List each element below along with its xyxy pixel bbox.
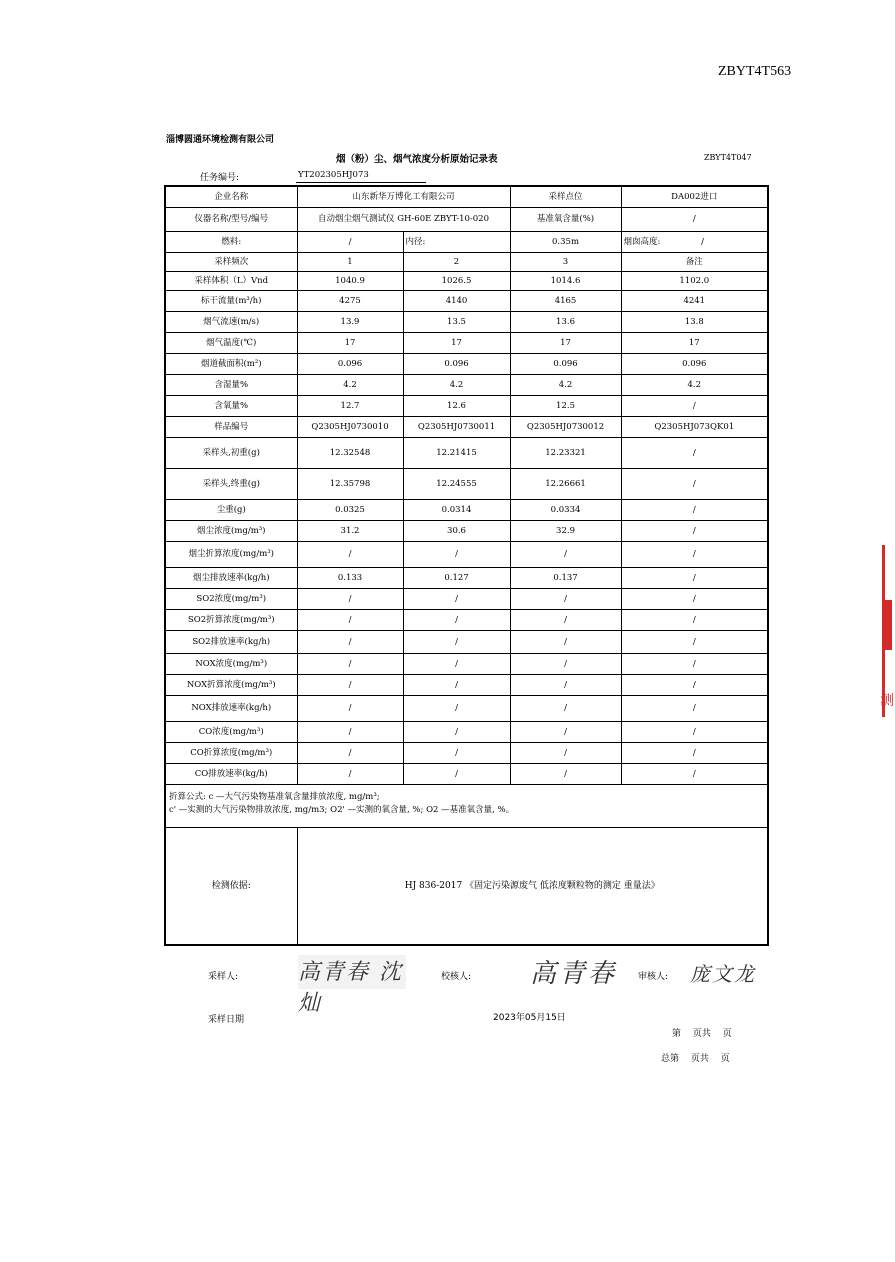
- enterprise-label: 企业名称: [165, 186, 297, 207]
- data-cell: 12.21415: [403, 437, 510, 468]
- row-label-cell: 采样头,初重(g): [165, 437, 297, 468]
- data-cell: /: [403, 674, 510, 695]
- data-cell: /: [297, 763, 403, 784]
- data-cell: /: [621, 721, 768, 742]
- data-cell: /: [403, 588, 510, 609]
- data-cell: 1040.9: [297, 271, 403, 290]
- data-cell: 12.5: [510, 395, 621, 416]
- data-cell: /: [510, 541, 621, 567]
- data-cell: 13.5: [403, 311, 510, 332]
- sampling-date-value: 2023年05月15日: [493, 1013, 566, 1023]
- instrument-value: 自动烟尘烟气测试仪 GH-60E ZBYT-10-020: [297, 207, 510, 231]
- data-cell: 4.2: [510, 374, 621, 395]
- table-row: [165, 721, 768, 742]
- data-cell: /: [510, 763, 621, 784]
- table-row: [165, 353, 768, 374]
- table-row: [165, 416, 768, 437]
- data-cell: 备注: [621, 252, 768, 271]
- data-cell: 13.6: [510, 311, 621, 332]
- data-cell: /: [621, 763, 768, 784]
- data-cell: /: [403, 541, 510, 567]
- data-cell: 2: [403, 252, 510, 271]
- table-row: [165, 588, 768, 609]
- task-number-value: YT202305HJ073: [298, 170, 369, 180]
- fuel-row: [165, 231, 768, 252]
- data-cell: 12.24555: [403, 468, 510, 499]
- data-cell: Q2305HJ0730011: [403, 416, 510, 437]
- data-cell: /: [621, 653, 768, 674]
- table-row: [165, 567, 768, 588]
- basis-value: HJ 836-2017 《固定污染源废气 低浓度颗粒物的测定 重量法》: [297, 827, 768, 945]
- data-cell: /: [510, 588, 621, 609]
- data-cell: 4275: [297, 290, 403, 311]
- data-cell: /: [297, 653, 403, 674]
- table-row: [165, 541, 768, 567]
- data-cell: /: [403, 653, 510, 674]
- fuel-label: 燃料:: [165, 231, 297, 252]
- record-table-body: [165, 186, 768, 945]
- table-row: [165, 695, 768, 721]
- row-label-cell: 含湿量%: [165, 374, 297, 395]
- data-cell: 0.0314: [403, 499, 510, 520]
- table-row: [165, 742, 768, 763]
- data-cell: 0.096: [403, 353, 510, 374]
- data-cell: 17: [621, 332, 768, 353]
- data-cell: /: [403, 763, 510, 784]
- table-row: [165, 332, 768, 353]
- row-label-cell: 含氧量%: [165, 395, 297, 416]
- page-number: 第 页共 页: [672, 1029, 732, 1039]
- table-row: [165, 763, 768, 784]
- data-cell: 12.23321: [510, 437, 621, 468]
- base-oxygen-value: /: [621, 207, 768, 231]
- data-cell: /: [621, 541, 768, 567]
- data-cell: 4.2: [403, 374, 510, 395]
- data-cell: 32.9: [510, 520, 621, 541]
- data-cell: /: [510, 742, 621, 763]
- table-row: [165, 395, 768, 416]
- data-cell: 13.8: [621, 311, 768, 332]
- data-cell: /: [621, 520, 768, 541]
- data-cell: 0.133: [297, 567, 403, 588]
- form-code: ZBYT4T047: [704, 153, 752, 162]
- data-cell: 4.2: [297, 374, 403, 395]
- sampling-point-label: 采样点位: [510, 186, 621, 207]
- row-label-cell: SO2浓度(mg/m³): [165, 588, 297, 609]
- data-cell: /: [621, 695, 768, 721]
- chimney-height-value: /: [701, 236, 704, 247]
- data-cell: /: [297, 541, 403, 567]
- table-row: [165, 437, 768, 468]
- data-cell: 3: [510, 252, 621, 271]
- data-cell: 0.137: [510, 567, 621, 588]
- row-label-cell: SO2排放速率(kg/h): [165, 630, 297, 653]
- table-row: [165, 374, 768, 395]
- checker-signature: 高青春: [530, 959, 618, 989]
- instrument-label: 仪器名称/型号/编号: [165, 207, 297, 231]
- data-cell: /: [510, 674, 621, 695]
- row-label-cell: NOX折算浓度(mg/m³): [165, 674, 297, 695]
- row-label-cell: 标干流量(m³/h): [165, 290, 297, 311]
- data-cell: /: [403, 609, 510, 630]
- seal-mark: [882, 600, 892, 650]
- data-cell: 17: [297, 332, 403, 353]
- reviewer-signature: 庞文龙: [690, 962, 756, 986]
- data-cell: 12.26661: [510, 468, 621, 499]
- data-cell: /: [297, 674, 403, 695]
- data-cell: /: [403, 721, 510, 742]
- inner-diameter-label: 内径:: [403, 231, 510, 252]
- data-cell: 0.096: [297, 353, 403, 374]
- data-cell: /: [510, 721, 621, 742]
- row-label-cell: NOX排放速率(kg/h): [165, 695, 297, 721]
- table-row: [165, 653, 768, 674]
- row-label-cell: 样品编号: [165, 416, 297, 437]
- row-label-cell: 采样频次: [165, 252, 297, 271]
- formula-row: [165, 784, 768, 827]
- data-cell: 4.2: [621, 374, 768, 395]
- data-cell: /: [297, 588, 403, 609]
- data-cell: 1: [297, 252, 403, 271]
- data-cell: 12.32548: [297, 437, 403, 468]
- data-cell: /: [621, 630, 768, 653]
- chimney-height-cell: [621, 231, 768, 252]
- company-name: 淄博圆通环境检测有限公司: [166, 135, 275, 145]
- row-label-cell: 尘重(g): [165, 499, 297, 520]
- row-label-cell: 烟气温度(℃): [165, 332, 297, 353]
- data-cell: 13.9: [297, 311, 403, 332]
- record-table: [164, 185, 769, 946]
- row-label-cell: 烟尘浓度(mg/m³): [165, 520, 297, 541]
- data-cell: /: [621, 567, 768, 588]
- data-cell: 4165: [510, 290, 621, 311]
- data-cell: 30.6: [403, 520, 510, 541]
- data-cell: /: [621, 437, 768, 468]
- fuel-value: /: [297, 231, 403, 252]
- table-row: [165, 271, 768, 290]
- data-cell: /: [621, 395, 768, 416]
- data-cell: /: [297, 609, 403, 630]
- data-cell: /: [297, 742, 403, 763]
- data-cell: 0.0334: [510, 499, 621, 520]
- basis-label: 检测依据:: [165, 827, 297, 945]
- data-cell: Q2305HJ073QK01: [621, 416, 768, 437]
- data-cell: /: [621, 742, 768, 763]
- data-cell: 12.7: [297, 395, 403, 416]
- table-row: [165, 674, 768, 695]
- chimney-height-label: 烟囱高度:: [623, 236, 661, 247]
- data-cell: 1014.6: [510, 271, 621, 290]
- inner-diameter-value: 0.35m: [510, 231, 621, 252]
- base-oxygen-label: 基准氧含量(%): [510, 207, 621, 231]
- data-cell: 0.127: [403, 567, 510, 588]
- form-title: 烟（粉）尘、烟气浓度分析原始记录表: [336, 154, 498, 165]
- data-cell: /: [621, 468, 768, 499]
- data-cell: /: [621, 499, 768, 520]
- data-cell: /: [297, 630, 403, 653]
- task-number-label: 任务编号:: [200, 173, 240, 183]
- data-cell: /: [510, 653, 621, 674]
- task-number-underline: [296, 182, 426, 183]
- row-label-cell: 烟道截面积(m²): [165, 353, 297, 374]
- table-row: [165, 468, 768, 499]
- data-cell: /: [621, 674, 768, 695]
- instrument-row: [165, 207, 768, 231]
- row-label-cell: 采样体积（L）Vnd: [165, 271, 297, 290]
- frequency-header-row: [165, 252, 768, 271]
- enterprise-row: [165, 186, 768, 207]
- data-cell: 31.2: [297, 520, 403, 541]
- data-cell: 12.6: [403, 395, 510, 416]
- table-row: [165, 630, 768, 653]
- reviewer-label: 审核人:: [638, 972, 669, 982]
- formula-line-2: c' —实测的大气污染物排放浓度, mg/m3; O2' —实测的氧含量, %; O2 —基准氧含量, %。: [169, 804, 515, 815]
- formula-line-1: 折算公式: c —大气污染物基准氧含量排放浓度, mg/m³;: [169, 791, 380, 802]
- sampler-signature: 高青春 沈灿: [298, 955, 406, 989]
- data-cell: /: [621, 609, 768, 630]
- total-page-number: 总第 页共 页: [661, 1054, 730, 1064]
- table-row: [165, 609, 768, 630]
- row-label-cell: NOX浓度(mg/m³): [165, 653, 297, 674]
- enterprise-value: 山东新华万博化工有限公司: [297, 186, 510, 207]
- row-label-cell: CO排放速率(kg/h): [165, 763, 297, 784]
- data-cell: Q2305HJ0730010: [297, 416, 403, 437]
- sampling-point-value: DA002进口: [621, 186, 768, 207]
- data-cell: 0.0325: [297, 499, 403, 520]
- data-cell: 1102.0: [621, 271, 768, 290]
- table-row: [165, 290, 768, 311]
- table-row: [165, 520, 768, 541]
- document-id: ZBYT4T563: [718, 64, 792, 79]
- seal-text: 测: [880, 693, 894, 709]
- table-row: [165, 311, 768, 332]
- data-cell: /: [510, 695, 621, 721]
- data-cell: /: [621, 588, 768, 609]
- row-label-cell: 烟尘折算浓度(mg/m³): [165, 541, 297, 567]
- row-label-cell: 采样头,终重(g): [165, 468, 297, 499]
- row-label-cell: CO浓度(mg/m³): [165, 721, 297, 742]
- data-cell: /: [510, 630, 621, 653]
- row-label-cell: SO2折算浓度(mg/m³): [165, 609, 297, 630]
- data-cell: 17: [403, 332, 510, 353]
- basis-row: [165, 827, 768, 945]
- row-label-cell: 烟气流速(m/s): [165, 311, 297, 332]
- data-cell: /: [297, 695, 403, 721]
- sampling-date-label: 采样日期: [208, 1015, 245, 1025]
- table-row: [165, 499, 768, 520]
- checker-label: 校核人:: [441, 972, 472, 982]
- sampler-label: 采样人:: [208, 972, 239, 982]
- row-label-cell: 烟尘排放速率(kg/h): [165, 567, 297, 588]
- data-cell: 12.35798: [297, 468, 403, 499]
- data-cell: 17: [510, 332, 621, 353]
- data-cell: 1026.5: [403, 271, 510, 290]
- data-cell: /: [403, 695, 510, 721]
- data-cell: 0.096: [510, 353, 621, 374]
- row-label-cell: CO折算浓度(mg/m³): [165, 742, 297, 763]
- data-cell: /: [297, 721, 403, 742]
- data-cell: /: [403, 630, 510, 653]
- data-cell: /: [403, 742, 510, 763]
- formula-cell: [165, 784, 768, 827]
- data-cell: 0.096: [621, 353, 768, 374]
- data-cell: Q2305HJ0730012: [510, 416, 621, 437]
- data-cell: 4241: [621, 290, 768, 311]
- data-cell: /: [510, 609, 621, 630]
- data-cell: 4140: [403, 290, 510, 311]
